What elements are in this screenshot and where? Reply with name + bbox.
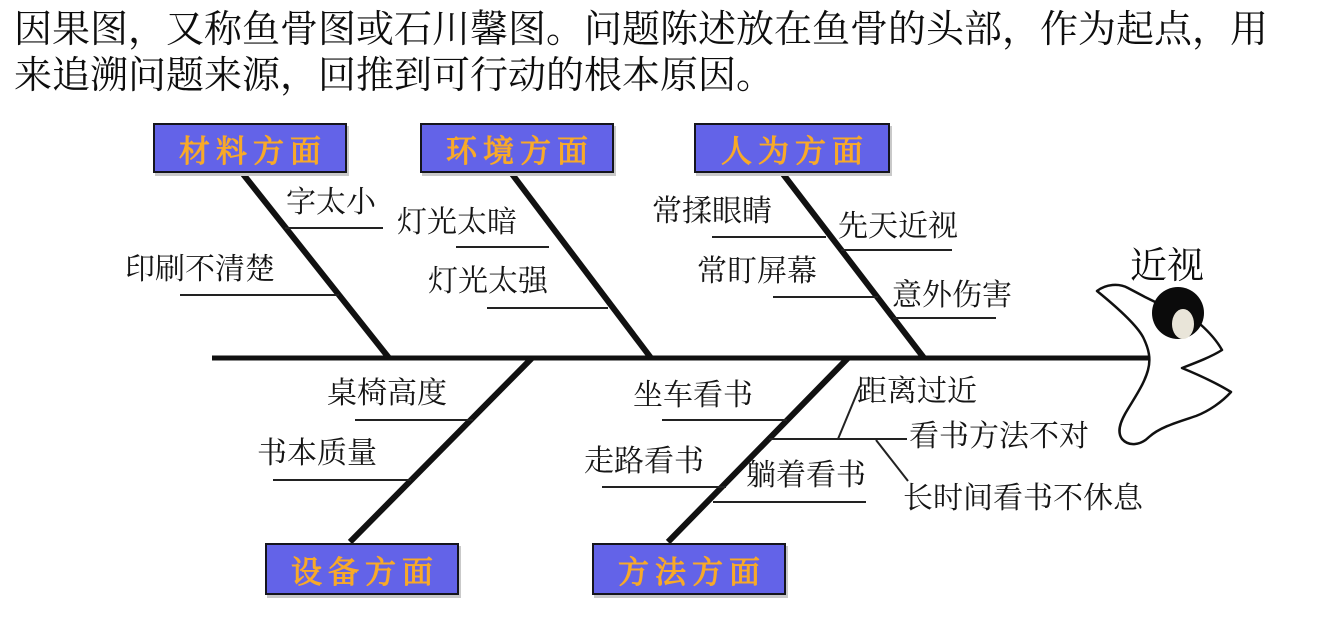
cause-method-2: 躺着看书 — [746, 458, 866, 493]
cause-method-4: 看书方法不对 — [909, 419, 1089, 454]
cause-material-0: 字太小 — [286, 185, 376, 220]
category-label-method: 方法方面 — [618, 554, 766, 591]
cause-equipment-1: 书本质量 — [257, 436, 377, 471]
cause-human-2: 常盯屏幕 — [697, 254, 817, 289]
cause-method-5: 长时间看书不休息 — [903, 481, 1143, 516]
fish-pupil-icon — [1172, 309, 1194, 339]
cause-human-0: 常揉眼睛 — [652, 194, 772, 229]
cause-environment-1: 灯光太强 — [428, 264, 548, 299]
cause-material-1: 印刷不清楚 — [125, 252, 275, 287]
cause-human-1: 先天近视 — [838, 209, 958, 244]
subbranch-line — [876, 440, 908, 481]
description-line-1: 因果图，又称鱼骨图或石川馨图。问题陈述放在鱼骨的头部，作为起点，用 — [14, 7, 1269, 51]
cause-method-3: 距离过近 — [857, 374, 977, 409]
category-box-equipment — [265, 543, 459, 595]
fish-head — [1097, 285, 1231, 444]
category-label-equipment: 设备方面 — [291, 554, 439, 591]
description-line-2: 来追溯问题来源，回推到可行动的根本原因。 — [14, 53, 775, 97]
category-label-material: 材料方面 — [179, 133, 327, 170]
category-box-environment — [420, 123, 614, 173]
category-label-human: 人为方面 — [721, 133, 869, 170]
category-box-method — [592, 543, 786, 595]
category-label-environment: 环境方面 — [446, 133, 594, 170]
cause-method-1: 走路看书 — [584, 444, 704, 479]
category-box-material — [153, 123, 347, 173]
cause-environment-0: 灯光太暗 — [397, 205, 517, 240]
problem-label: 近视 — [1130, 244, 1204, 287]
cause-equipment-0: 桌椅高度 — [327, 376, 447, 411]
category-box-human — [694, 123, 890, 173]
cause-method-0: 坐车看书 — [633, 378, 753, 413]
cause-human-3: 意外伤害 — [892, 278, 1012, 313]
